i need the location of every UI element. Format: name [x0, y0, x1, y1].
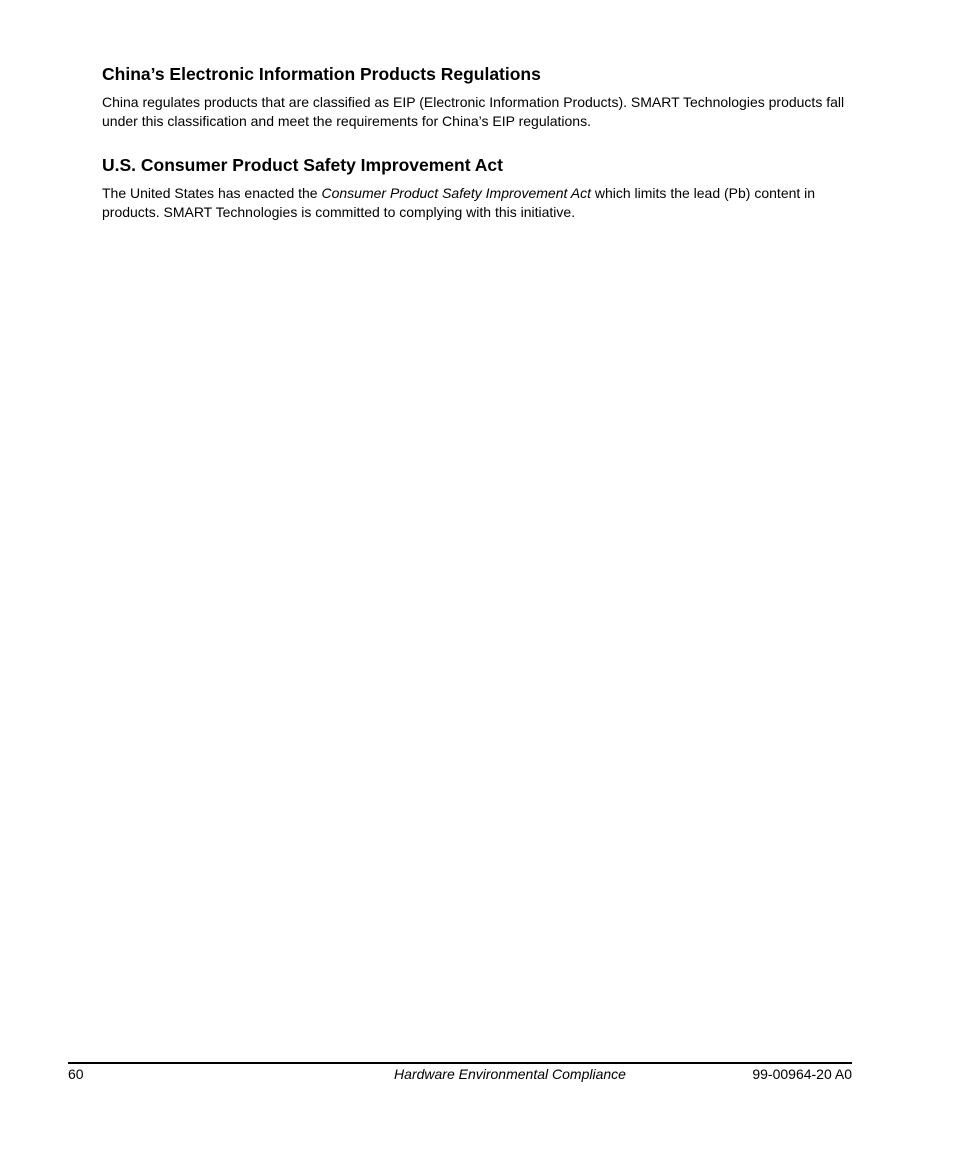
body-text-end: which limits the lead (Pb) content in products. SMART Technologies is committed to complying with this initiative.	[102, 185, 816, 220]
section-body: China regulates products that are classified as EIP (Electronic Information Products). SMART Technologies products fall under this classification and meet the requirements for China’s EIP regulations.	[102, 94, 845, 129]
act-name: Consumer Product Safety Improvement Act	[321, 185, 591, 201]
section-china-eip	[102, 63, 854, 131]
section-us-cpsia	[102, 154, 854, 222]
document-title: Hardware Environmental Compliance	[394, 1066, 626, 1082]
page-number: 60	[68, 1066, 84, 1082]
footer-rule	[68, 1062, 852, 1064]
body-text-start: The United States has enacted the	[102, 185, 322, 201]
document-code: 99-00964-20 A0	[752, 1066, 852, 1082]
section-body	[102, 184, 854, 222]
page-footer	[68, 1065, 852, 1085]
section-heading: China’s Electronic Information Products Regulations	[102, 64, 541, 84]
section-heading: U.S. Consumer Product Safety Improvement Act	[102, 155, 503, 175]
